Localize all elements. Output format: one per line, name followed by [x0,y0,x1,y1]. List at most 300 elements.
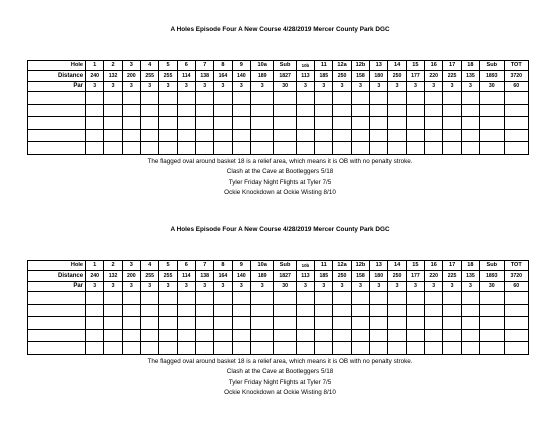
score-cell [196,142,214,155]
distance-row [28,271,529,281]
score-cell [159,142,177,155]
score-cell [250,317,273,330]
score-cell [141,304,159,317]
distance-cell: 158 [351,71,369,81]
score-cell [104,304,122,317]
score-cell [232,342,250,355]
score-cell [159,317,177,330]
score-cell [274,317,296,330]
score-cell [296,317,314,330]
hole-cell: 9 [232,261,250,271]
score-cell [196,292,214,305]
distance-cell: 114 [177,271,195,281]
score-cell [351,92,369,105]
score-cell [159,129,177,142]
par-cell: 3 [296,81,314,91]
distance-cell: 220 [425,271,443,281]
score-cell [425,329,443,342]
score-cell [196,117,214,130]
score-row [28,104,529,117]
score-row [28,342,529,355]
distance-cell: 140 [232,271,250,281]
hole-cell: 1 [86,61,104,71]
score-cell [296,342,314,355]
score-cell [480,92,504,105]
score-cell [443,92,461,105]
score-cell [296,142,314,155]
par-cell: 60 [504,281,529,291]
score-cell [122,129,140,142]
hole-cell: 10b [296,261,314,271]
score-cell [315,292,333,305]
score-cell [333,329,351,342]
hole-cell: 15 [406,261,424,271]
score-cell [141,317,159,330]
score-cell [177,342,195,355]
score-cell [159,92,177,105]
distance-cell: 3720 [504,271,529,281]
score-cell [141,92,159,105]
score-cell [177,92,195,105]
score-cell [315,104,333,117]
score-cell [351,117,369,130]
hole-cell: Sub [480,61,504,71]
score-cell [425,142,443,155]
score-cell [122,329,140,342]
score-cell [232,104,250,117]
score-cell [232,92,250,105]
distance-cell: 255 [159,271,177,281]
distance-cell: 180 [370,271,388,281]
score-cell [104,329,122,342]
score-cell [28,142,86,155]
score-cell [480,104,504,117]
par-cell: 3 [461,281,479,291]
par-cell: 3 [315,281,333,291]
score-cell [388,129,406,142]
par-cell: 3 [315,81,333,91]
note-relief-area: The flagged oval around basket 18 is a relief area, which means it is OB with no penalty stroke. [147,358,413,365]
distance-cell: 185 [315,71,333,81]
score-cell [406,329,424,342]
score-cell [86,117,104,130]
hole-cell: 16 [425,261,443,271]
score-cell [196,304,214,317]
par-cell: 3 [296,281,314,291]
scorecard-body [28,261,529,355]
hole-cell: 18 [461,261,479,271]
score-cell [370,292,388,305]
par-cell: 3 [159,281,177,291]
score-cell [28,92,86,105]
score-cell [388,292,406,305]
score-cell [86,342,104,355]
score-cell [333,142,351,155]
score-cell [443,129,461,142]
par-cell: 30 [274,281,296,291]
score-cell [122,104,140,117]
score-cell [274,142,296,155]
score-cell [480,292,504,305]
score-cell [388,92,406,105]
par-cell: 30 [480,281,504,291]
hole-cell: 14 [388,61,406,71]
score-cell [232,142,250,155]
par-cell: 3 [196,81,214,91]
distance-cell: 225 [443,71,461,81]
score-cell [250,142,273,155]
score-cell [351,317,369,330]
score-cell [159,117,177,130]
score-cell [232,329,250,342]
score-cell [333,104,351,117]
score-cell [315,304,333,317]
par-cell: 3 [122,81,140,91]
hole-row [28,261,529,271]
score-cell [86,329,104,342]
par-cell: 3 [232,81,250,91]
distance-cell: 164 [214,71,232,81]
score-cell [504,92,529,105]
score-cell [122,92,140,105]
distance-cell: 158 [351,271,369,281]
distance-cell: 189 [250,271,273,281]
score-cell [461,304,479,317]
par-cell: 3 [370,81,388,91]
par-cell: 3 [351,281,369,291]
score-cell [122,342,140,355]
score-cell [351,142,369,155]
score-cell [461,104,479,117]
scorecard-title: A Holes Episode Four A New Course 4/28/2019 Mercer County Park DGC [170,26,390,33]
score-cell [28,342,86,355]
score-cell [333,129,351,142]
distance-cell: 185 [315,271,333,281]
score-cell [388,104,406,117]
scorecard-title: A Holes Episode Four A New Course 4/28/2019 Mercer County Park DGC [170,226,390,233]
hole-cell: Sub [274,61,296,71]
score-cell [232,129,250,142]
score-cell [388,342,406,355]
score-cell [250,342,273,355]
score-cell [250,292,273,305]
hole-cell: 15 [406,61,424,71]
score-cell [86,142,104,155]
score-cell [274,117,296,130]
hole-cell: 14 [388,261,406,271]
distance-cell: 200 [122,271,140,281]
score-cell [504,317,529,330]
score-cell [86,292,104,305]
score-cell [406,304,424,317]
score-cell [28,129,86,142]
score-cell [333,117,351,130]
distance-cell: 220 [425,71,443,81]
note-event-clash: Clash at the Cave at Bootleggers 5/18 [226,168,334,176]
note-event-ockie: Ockie Knockdown at Ockie Wisting 8/10 [224,389,336,397]
score-cell [370,129,388,142]
score-cell [196,92,214,105]
score-cell [504,329,529,342]
score-cell [351,292,369,305]
score-cell [296,329,314,342]
score-cell [315,117,333,130]
score-cell [504,104,529,117]
score-cell [232,317,250,330]
score-cell [388,317,406,330]
par-cell: 3 [214,281,232,291]
hole-cell: 5 [159,261,177,271]
par-cell: 3 [141,281,159,291]
score-cell [141,329,159,342]
par-cell: 3 [177,281,195,291]
score-cell [177,304,195,317]
score-cell [351,104,369,117]
score-cell [196,129,214,142]
score-cell [104,92,122,105]
distance-cell: 135 [461,271,479,281]
score-cell [274,329,296,342]
score-cell [443,329,461,342]
score-cell [388,142,406,155]
hole-cell: Sub [480,261,504,271]
score-cell [104,342,122,355]
score-cell [333,304,351,317]
distance-cell: 255 [159,71,177,81]
score-cell [406,117,424,130]
distance-row [28,71,529,81]
score-cell [214,142,232,155]
score-cell [274,104,296,117]
distance-cell: 1827 [274,71,296,81]
score-cell [250,129,273,142]
note-event-ockie: Ockie Knockdown at Ockie Wisting 8/10 [224,189,336,197]
score-cell [461,292,479,305]
note-event-tyler: Tyler Friday Night Flights at Tyler 7/5 [228,178,332,186]
score-cell [177,329,195,342]
par-cell: 3 [425,281,443,291]
par-row-label: Par [28,281,86,291]
hole-cell: 10b [296,61,314,71]
score-cell [461,92,479,105]
hole-cell: 10a [250,61,273,71]
score-cell [315,142,333,155]
hole-cell: 8 [214,61,232,71]
score-cell [315,342,333,355]
score-cell [461,317,479,330]
distance-cell: 1893 [480,71,504,81]
score-cell [177,104,195,117]
score-cell [214,317,232,330]
score-row [28,129,529,142]
distance-cell: 240 [86,271,104,281]
score-cell [461,329,479,342]
score-cell [296,92,314,105]
score-row [28,117,529,130]
score-cell [250,329,273,342]
hole-cell: 11 [315,61,333,71]
score-cell [28,104,86,117]
score-cell [232,117,250,130]
par-cell: 3 [232,281,250,291]
hole-cell: 6 [177,261,195,271]
score-cell [480,142,504,155]
hole-cell: 4 [141,261,159,271]
distance-cell: 240 [86,71,104,81]
distance-cell: 177 [406,71,424,81]
score-cell [141,129,159,142]
score-cell [214,342,232,355]
score-cell [296,292,314,305]
hole-cell: 6 [177,61,195,71]
score-cell [443,317,461,330]
hole-cell: 11 [315,261,333,271]
distance-cell: 135 [461,71,479,81]
par-row [28,81,529,91]
hole-cell: TOT [504,61,529,71]
score-cell [122,317,140,330]
score-cell [296,104,314,117]
par-cell: 60 [504,81,529,91]
score-cell [425,104,443,117]
score-cell [406,292,424,305]
hole-cell: 5 [159,61,177,71]
score-cell [214,104,232,117]
score-cell [214,292,232,305]
par-cell: 3 [333,281,351,291]
score-cell [388,304,406,317]
score-cell [232,292,250,305]
distance-cell: 250 [333,71,351,81]
distance-row-label: Distance [28,71,86,81]
score-cell [86,129,104,142]
score-cell [296,129,314,142]
score-cell [274,304,296,317]
score-cell [28,329,86,342]
score-cell [296,117,314,130]
score-cell [461,342,479,355]
score-cell [104,317,122,330]
score-cell [443,104,461,117]
score-cell [104,142,122,155]
score-cell [232,304,250,317]
score-cell [425,342,443,355]
hole-cell: Sub [274,261,296,271]
score-cell [370,92,388,105]
par-cell: 3 [122,281,140,291]
score-cell [425,317,443,330]
par-cell: 3 [196,281,214,291]
score-cell [159,342,177,355]
score-cell [141,292,159,305]
hole-cell: TOT [504,261,529,271]
score-cell [122,117,140,130]
score-cell [461,129,479,142]
score-row [28,92,529,105]
score-cell [250,304,273,317]
hole-cell: 12b [351,261,369,271]
score-cell [250,117,273,130]
score-row [28,317,529,330]
note-event-tyler: Tyler Friday Night Flights at Tyler 7/5 [228,378,332,386]
score-cell [86,104,104,117]
hole-cell: 12a [333,261,351,271]
par-cell: 3 [461,81,479,91]
score-row [28,142,529,155]
hole-row [28,61,529,71]
distance-cell: 200 [122,71,140,81]
score-cell [250,104,273,117]
hole-cell: 17 [443,61,461,71]
score-cell [370,317,388,330]
score-cell [480,317,504,330]
score-cell [214,117,232,130]
distance-cell: 1893 [480,271,504,281]
score-cell [504,142,529,155]
score-cell [141,104,159,117]
par-cell: 3 [250,81,273,91]
score-cell [425,92,443,105]
score-cell [351,329,369,342]
score-cell [122,292,140,305]
distance-cell: 132 [104,271,122,281]
score-cell [214,129,232,142]
hole-cell: 7 [196,261,214,271]
score-cell [406,317,424,330]
score-cell [504,342,529,355]
hole-cell: 3 [122,61,140,71]
score-cell [104,292,122,305]
hole-cell: 13 [370,261,388,271]
score-cell [250,92,273,105]
score-cell [504,304,529,317]
score-cell [196,329,214,342]
score-cell [86,317,104,330]
note-relief-area: The flagged oval around basket 18 is a relief area, which means it is OB with no penalty stroke. [147,158,413,165]
distance-cell: 114 [177,71,195,81]
score-row [28,292,529,305]
score-cell [86,92,104,105]
score-cell [388,329,406,342]
distance-cell: 255 [141,271,159,281]
distance-cell: 250 [388,271,406,281]
distance-cell: 255 [141,71,159,81]
hole-row-label: Hole [28,61,86,71]
score-cell [443,142,461,155]
hole-cell: 17 [443,261,461,271]
distance-cell: 180 [370,71,388,81]
distance-cell: 177 [406,271,424,281]
score-cell [504,292,529,305]
score-cell [177,317,195,330]
score-cell [351,304,369,317]
par-cell: 3 [406,81,424,91]
score-cell [196,104,214,117]
score-cell [351,129,369,142]
hole-cell: 1 [86,261,104,271]
score-cell [214,304,232,317]
hole-cell: 2 [104,261,122,271]
score-cell [370,142,388,155]
distance-cell: 225 [443,271,461,281]
hole-cell: 3 [122,261,140,271]
note-event-clash: Clash at the Cave at Bootleggers 5/18 [226,368,334,376]
score-cell [196,317,214,330]
score-cell [159,292,177,305]
distance-cell: 250 [333,271,351,281]
par-cell: 3 [104,281,122,291]
scorecard-body [28,61,529,155]
